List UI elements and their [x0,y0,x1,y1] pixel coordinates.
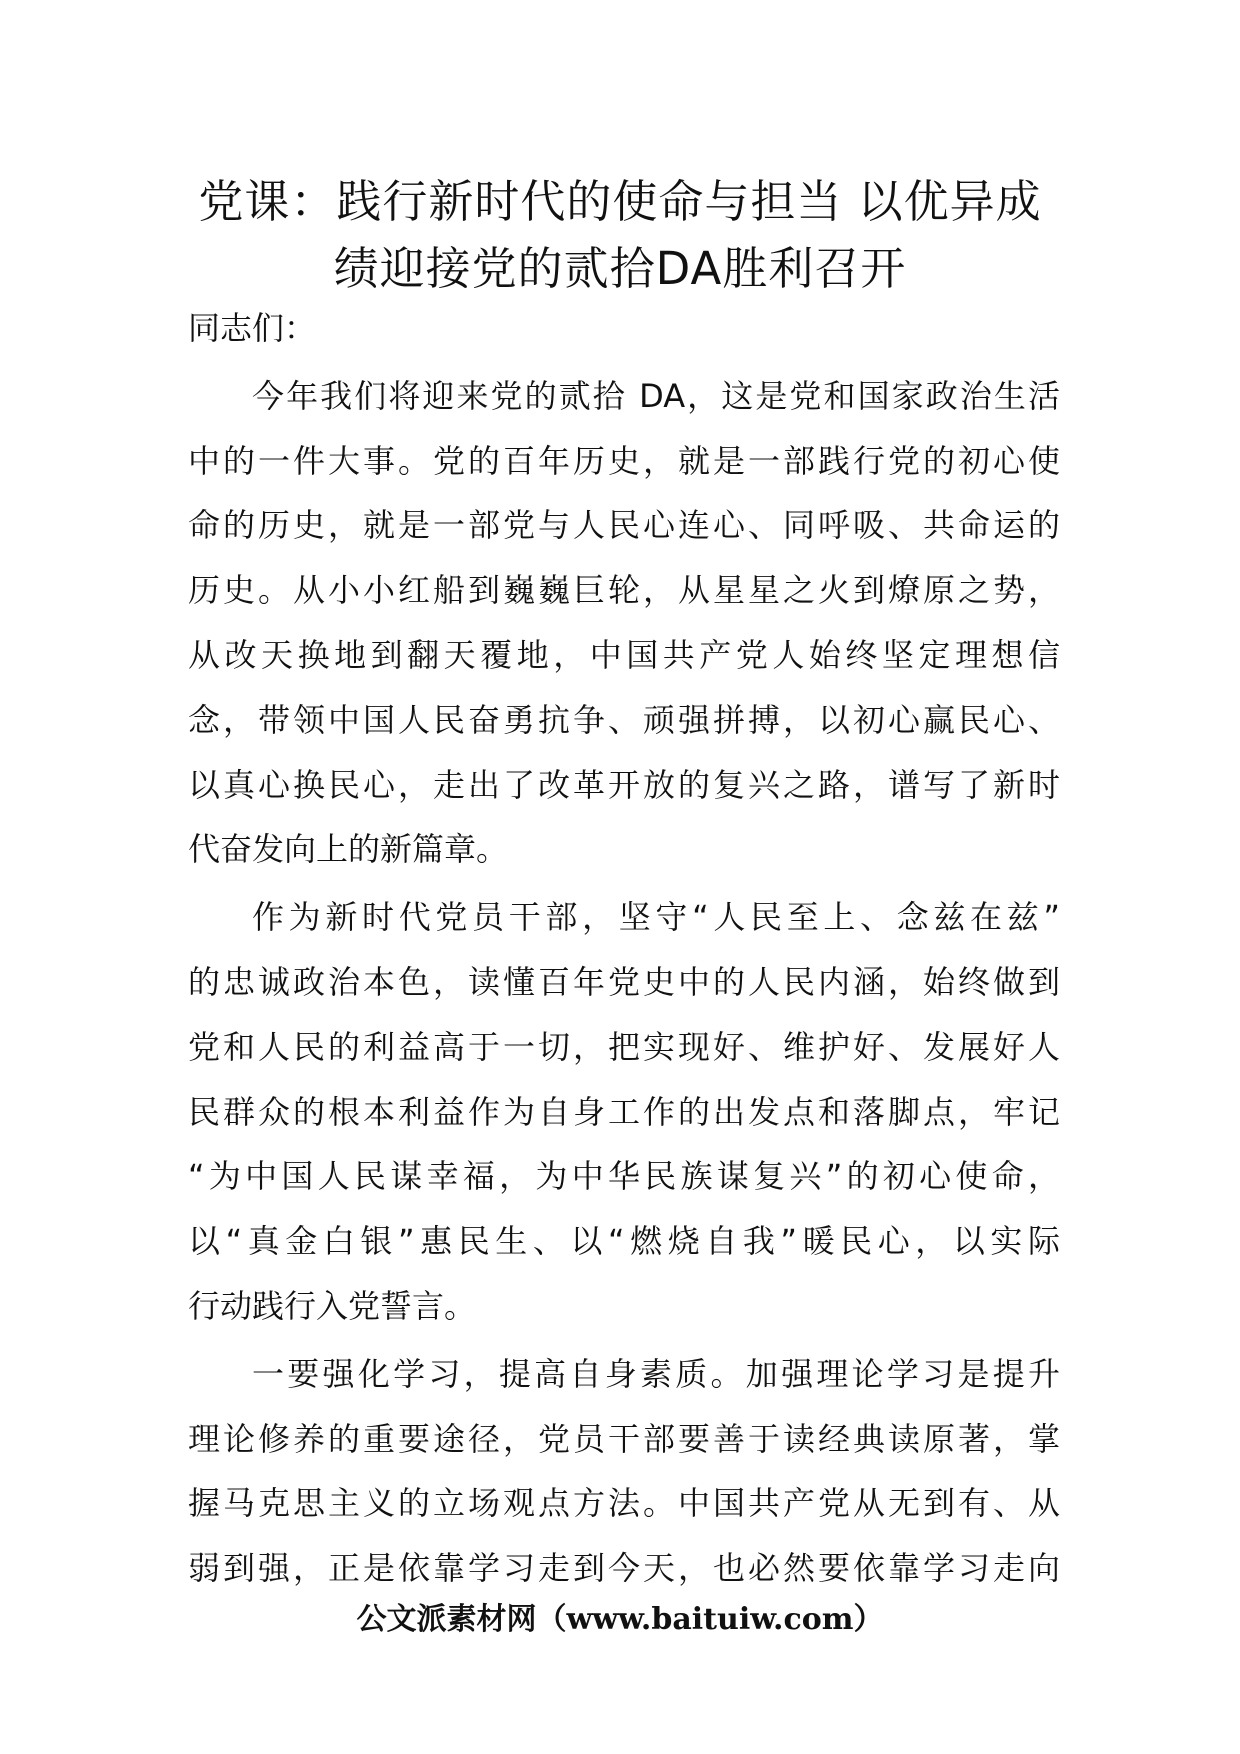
text-line: 代奋发向上的新篇章。 [188,830,509,869]
text-line: 作为新时代党员干部，坚守“人民至上、念兹在兹” [252,898,1060,937]
salutation: 同志们： [188,309,317,347]
footer-watermark: 公文派素材网（www.baituiw.com） [356,1602,884,1637]
text-line: 党和人民的利益高于一切，把实现好、维护好、发展好人 [188,1027,1060,1066]
text-line: 握马克思主义的立场观点方法。中国共产党从无到有、从 [188,1484,1060,1523]
title-line: 党课：践行新时代的使命与担当 以优异成 [198,175,1042,228]
document-title [150,168,1090,302]
title-line: 绩迎接党的贰拾DA胜利召开 [333,242,907,295]
paragraph-2 [188,885,1060,1339]
text-line: 今年我们将迎来党的贰拾 DA，这是党和国家政治生活 [252,376,1060,415]
text-line: 理论修养的重要途径，党员干部要善于读经典读原著，掌 [188,1419,1060,1458]
text-line: 历史。从小小红船到巍巍巨轮，从星星之火到燎原之势， [188,571,1060,610]
paragraph-1 [188,364,1060,882]
text-line: 命的历史，就是一部党与人民心连心、同呼吸、共命运的 [188,506,1060,545]
text-line: 以真心换民心，走出了改革开放的复兴之路，谱写了新时 [188,765,1060,804]
text-line: 从改天换地到翻天覆地，中国共产党人始终坚定理想信 [188,635,1060,674]
text-line: 以“真金白银”惠民生、以“燃烧自我”暖民心，以实际 [188,1222,1060,1261]
text-line: 的忠诚政治本色，读懂百年党史中的人民内涵，始终做到 [188,962,1060,1001]
text-line: 中的一件大事。党的百年历史，就是一部践行党的初心使 [188,441,1060,480]
text-line: 行动践行入党誓言。 [188,1286,477,1325]
text-line: 民群众的根本利益作为自身工作的出发点和落脚点，牢记 [188,1092,1060,1131]
text-line: “为中国人民谋幸福，为中华民族谋复兴”的初心使命， [188,1157,1060,1196]
document-body [188,296,1060,1604]
text-line: 弱到强，正是依靠学习走到今天，也必然要依靠学习走向 [188,1549,1060,1588]
text-line: 一要强化学习，提高自身素质。加强理论学习是提升 [252,1354,1060,1393]
text-line: 念，带领中国人民奋勇抗争、顽强拼搏，以初心赢民心、 [188,700,1060,739]
paragraph-3 [188,1342,1060,1601]
